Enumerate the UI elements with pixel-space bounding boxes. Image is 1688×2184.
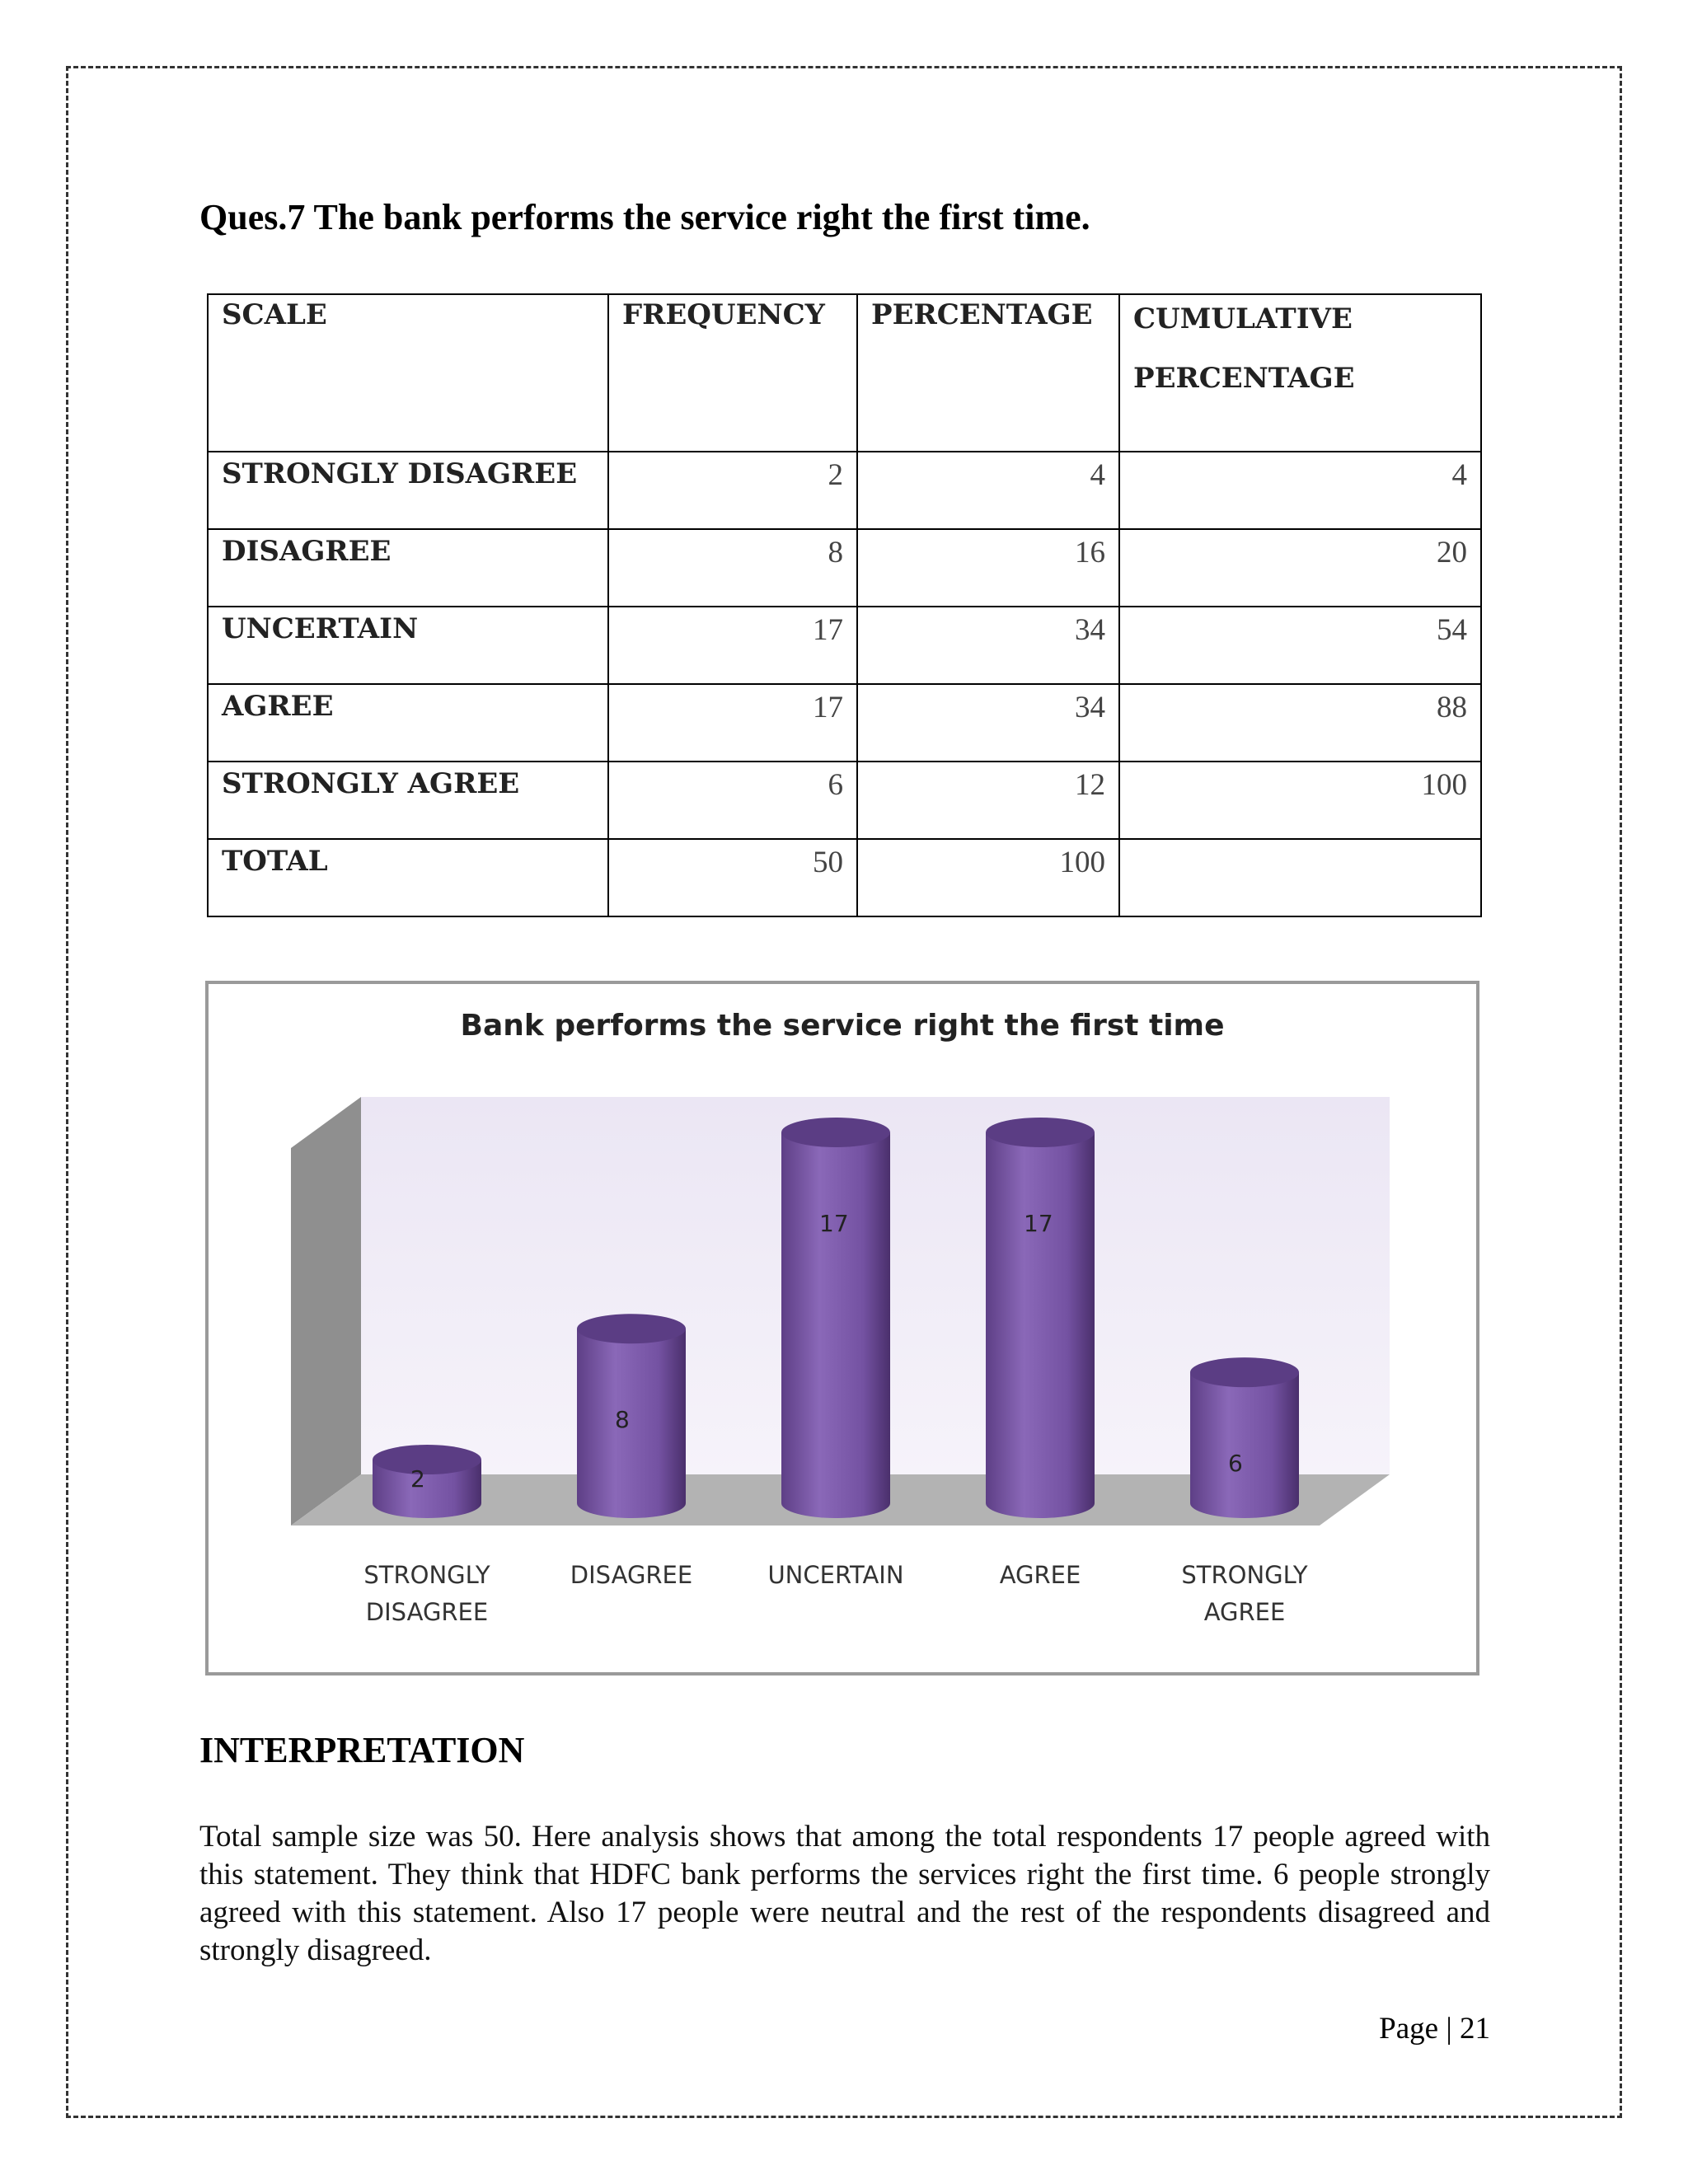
x-tick-label-line: AGREE — [999, 1561, 1081, 1589]
x-tick-label — [541, 1557, 722, 1594]
cell-percentage: 12 — [857, 762, 1119, 839]
bar-cylinder-top — [986, 1118, 1095, 1147]
cell-cumulative — [1119, 839, 1481, 916]
x-tick-label — [1154, 1557, 1335, 1631]
bar-cylinder-top — [373, 1445, 481, 1474]
x-tick-label-line: DISAGREE — [365, 1598, 489, 1626]
bar-cylinder — [577, 1329, 686, 1518]
header-cumulative-line1: CUMULATIVE — [1133, 302, 1353, 335]
bar-cylinder — [986, 1132, 1095, 1518]
table-row — [208, 607, 1481, 684]
data-label: 17 — [819, 1210, 849, 1237]
interpretation-paragraph: Total sample size was 50. Here analysis shows that among the total respondents 17 people agreed with this statement. They think that HDFC bank performs the services right the first time. 6 people strongly agreed with this statement. Also 17 people were neutral and the rest of the respondents disagreed and strongly disagreed. — [199, 1820, 1490, 1967]
cell-scale: TOTAL — [208, 839, 608, 916]
cell-scale: STRONGLY AGREE — [208, 762, 608, 839]
header-cumulative-percentage — [1119, 294, 1481, 452]
cell-frequency: 2 — [608, 452, 857, 529]
cell-frequency: 50 — [608, 839, 857, 916]
bar-cylinder-top — [1190, 1357, 1299, 1387]
cell-percentage: 16 — [857, 529, 1119, 607]
chart-side-wall — [291, 1097, 361, 1526]
header-cumulative-line2: PERCENTAGE — [1133, 362, 1355, 395]
cell-percentage: 34 — [857, 607, 1119, 684]
cell-percentage: 34 — [857, 684, 1119, 762]
cell-frequency: 6 — [608, 762, 857, 839]
table-header-row — [208, 294, 1481, 452]
x-tick-label — [336, 1557, 518, 1631]
cell-cumulative: 54 — [1119, 607, 1481, 684]
data-label: 17 — [1024, 1210, 1053, 1237]
cell-percentage: 100 — [857, 839, 1119, 916]
table-row — [208, 684, 1481, 762]
chart-title: Bank performs the service right the first time — [460, 1009, 1225, 1043]
cell-cumulative: 100 — [1119, 762, 1481, 839]
cell-scale: AGREE — [208, 684, 608, 762]
cell-frequency: 17 — [608, 607, 857, 684]
bar-cylinder — [1190, 1372, 1299, 1518]
bar-cylinder — [781, 1132, 890, 1518]
x-tick-label — [950, 1557, 1131, 1594]
page-number: Page | 21 — [1379, 2012, 1490, 2046]
bar-cylinder-top — [781, 1118, 890, 1147]
cell-cumulative: 88 — [1119, 684, 1481, 762]
data-label: 8 — [615, 1406, 630, 1434]
cell-percentage: 4 — [857, 452, 1119, 529]
x-tick-label-line: AGREE — [1203, 1598, 1286, 1626]
x-tick-label — [745, 1557, 926, 1594]
x-tick-label-line: STRONGLY — [363, 1561, 490, 1589]
table-row-total — [208, 839, 1481, 916]
table-row — [208, 452, 1481, 529]
header-frequency: FREQUENCY — [608, 294, 857, 452]
response-table — [207, 293, 1482, 917]
bar-cylinder-top — [577, 1314, 686, 1343]
x-tick-label-line: STRONGLY — [1181, 1561, 1308, 1589]
table-row — [208, 762, 1481, 839]
x-tick-label-line: UNCERTAIN — [767, 1561, 904, 1589]
cell-scale: DISAGREE — [208, 529, 608, 607]
cell-cumulative: 4 — [1119, 452, 1481, 529]
cell-scale: STRONGLY DISAGREE — [208, 452, 608, 529]
data-label: 2 — [410, 1465, 425, 1493]
bar-chart — [205, 981, 1479, 1675]
table-row — [208, 529, 1481, 607]
header-scale: SCALE — [208, 294, 608, 452]
x-tick-label-line: DISAGREE — [570, 1561, 693, 1589]
interpretation-heading: INTERPRETATION — [199, 1730, 525, 1770]
cell-frequency: 17 — [608, 684, 857, 762]
cell-scale: UNCERTAIN — [208, 607, 608, 684]
header-percentage: PERCENTAGE — [857, 294, 1119, 452]
data-label: 6 — [1228, 1450, 1243, 1478]
cell-cumulative: 20 — [1119, 529, 1481, 607]
cell-frequency: 8 — [608, 529, 857, 607]
question-heading: Ques.7 The bank performs the service right the first time. — [199, 197, 1090, 237]
